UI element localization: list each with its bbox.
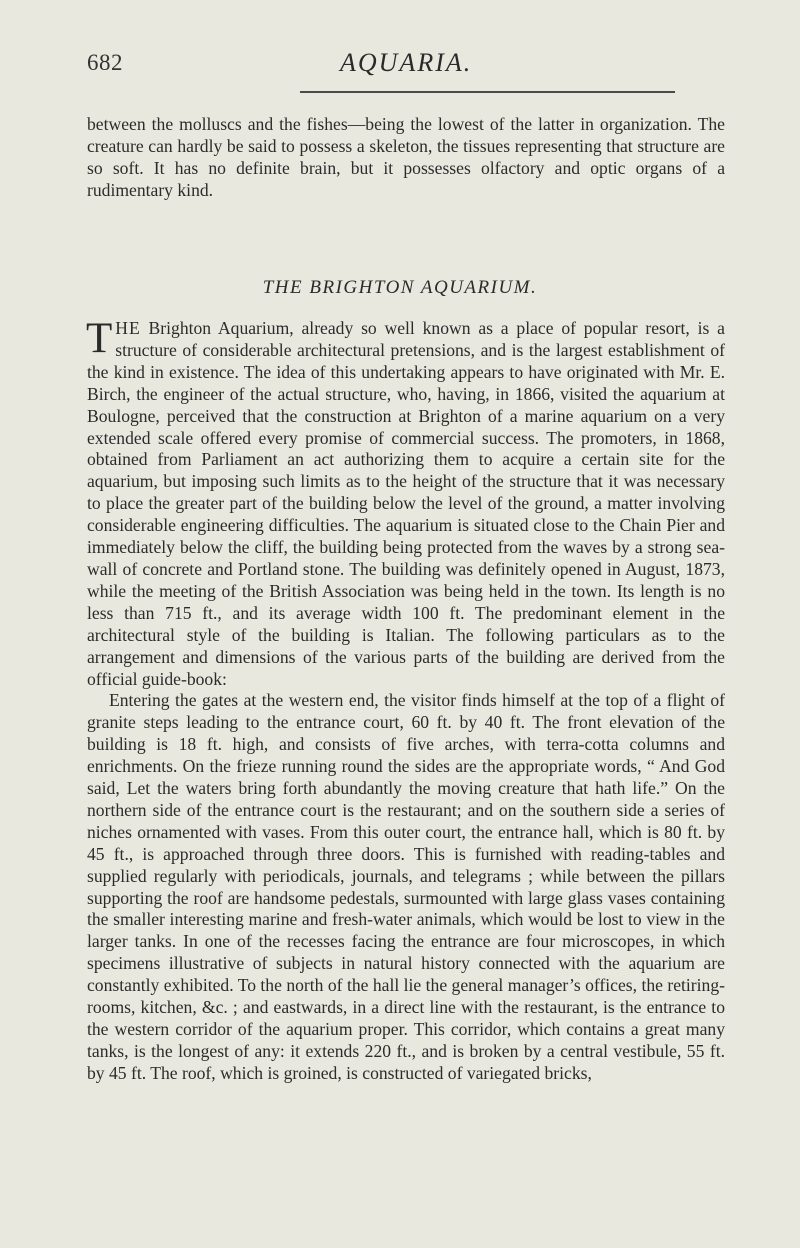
- paragraph-1-text: Brighton Aquarium, already so well known as a place of popular resort, is a structure of considerable architectural pretensions, and is the largest establishment of the kind in existence. The idea of this undertaking appears to have originated with Mr. E. Birch, the engineer of the actual structure, who, having, in 1866, visited the aquarium at Boulogne, perceived that the construction at Brighton of a marine aquarium on a very extended scale offered every promise of commercial success. The promoters, in 1868, obtained from Parliament an act authorizing them to acquire a certain site for the aquarium, but imposing such limits as to the height of the structure that it was necessary to place the greater part of the building below the level of the ground, a matter involving considerable engineering difficulties. The aquarium is situated close to the Chain Pier and immediately below the cliff, the building being protected from the waves by a strong sea-wall of concrete and Portland stone. The building was definitely opened in August, 1873, while the meeting of the British Association was being held in the town. Its length is no less than 715 ft., and its average width 100 ft. The predominant element in the architectural style of the building is Italian. The following particulars as to the arrangement and dimensions of the various parts of the building are derived from the official guide-book:: [87, 318, 725, 689]
- section-paragraph-1: [86, 315, 725, 690]
- drop-cap: T: [86, 315, 113, 362]
- section-title: THE BRIGHTON AQUARIUM.: [262, 277, 538, 298]
- lead-word: HE: [115, 318, 141, 338]
- running-head: AQUARIA.: [340, 48, 473, 77]
- intro-paragraph: between the molluscs and the fishes—being the lowest of the latter in organization. The creature can hardly be said to possess a skeleton, the tissues representing that structure are so soft. It has no definite brain, but it possesses olfactory and optic organs of a rudimentary kind.: [87, 114, 725, 200]
- intro-paragraph-block: [87, 114, 725, 202]
- page-number: 682: [87, 50, 123, 75]
- section-paragraph-2: Entering the gates at the western end, the visitor finds himself at the top of a flight of granite steps leading to the entrance court, 60 ft. by 40 ft. The front elevation of the building is 18 ft. high, and consists of five arches, with terra-cotta columns and enrichments. On the frieze running round the sides are the appropriate words, “ And God said, Let the waters bring forth abundantly the moving creature that hath life.” On the northern side of the entrance court is the restaurant; and on the southern side a series of niches ornamented with vases. From this outer court, the entrance hall, which is 80 ft. by 45 ft., is approached through three doors. This is furnished with reading-tables and supplied regularly with periodicals, journals, and telegrams ; while between the pillars supporting the roof are handsome pedestals, surmounted with large glass vases containing the smaller interesting marine and fresh-water animals, which would be lost to view in the larger tanks. In one of the recesses facing the entrance are four microscopes, in which specimens illustrative of subjects in natural history connected with the aquarium are constantly exhibited. To the north of the hall lie the general manager’s offices, the retiring-rooms, kitchen, &c. ; and eastwards, in a direct line with the restaurant, is the entrance to the western corridor of the aquarium proper. This corridor, which contains a great many tanks, is the longest of any: it extends 220 ft., and is broken by a central vestibule, 55 ft. by 45 ft. The roof, which is groined, is constructed of variegated bricks,: [87, 690, 725, 1083]
- header-rule: [300, 91, 675, 93]
- section-body: [86, 315, 725, 1085]
